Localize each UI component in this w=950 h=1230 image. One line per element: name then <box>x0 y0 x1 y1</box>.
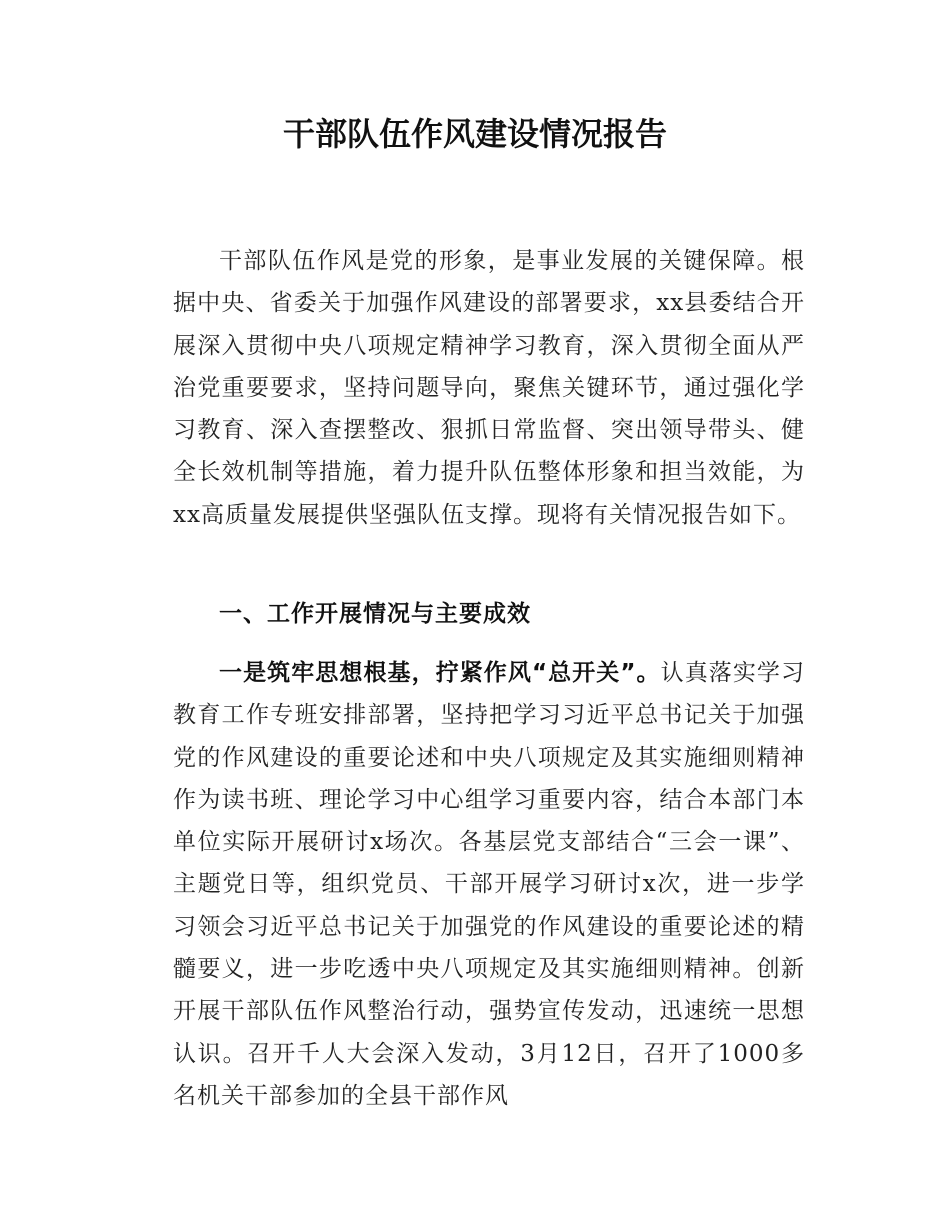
intro-paragraph: 干部队伍作风是党的形象，是事业发展的关键保障。根据中央、省委关于加强作风建设的部署要求，xx县委结合开展深入贯彻中央八项规定精神学习教育，深入贯彻全面从严治党重要要求，坚持问题导向，聚焦关键环节，通过强化学习教育、深入查摆整改、狠抓日常监督、突出领导带头、健全长效机制等措施，着力提升队伍整体形象和担当效能，为xx高质量发展提供坚强队伍支撑。现将有关情况报告如下。 <box>173 248 805 528</box>
item-paragraph <box>173 652 805 1117</box>
section-heading: 一、工作开展情况与主要成效 <box>219 601 531 627</box>
item-lead-text: 一是筑牢思想根基，拧紧作风“总开关”。 <box>219 660 661 686</box>
item-body-text: 认真落实学习教育工作专班安排部署，坚持把学习习近平总书记关于加强党的作风建设的重要论述和中央八项规定及其实施细则精神作为读书班、理论学习中心组学习重要内容，结合本部门本单位实际开展研讨x场次。各基层党支部结合“三会一课”、主题党日等，组织党员、干部开展学习研讨x次，进一步学习领会习近平总书记关于加强党的作风建设的重要论述的精髓要义，进一步吃透中央八项规定及其实施细则精神。创新开展干部队伍作风整治行动，强势宣传发动，迅速统一思想认识。召开千人大会深入发动，3月12日，召开了1000多名机关干部参加的全县干部作风 <box>173 660 806 1109</box>
document-title: 干部队伍作风建设情况报告 <box>282 115 667 153</box>
